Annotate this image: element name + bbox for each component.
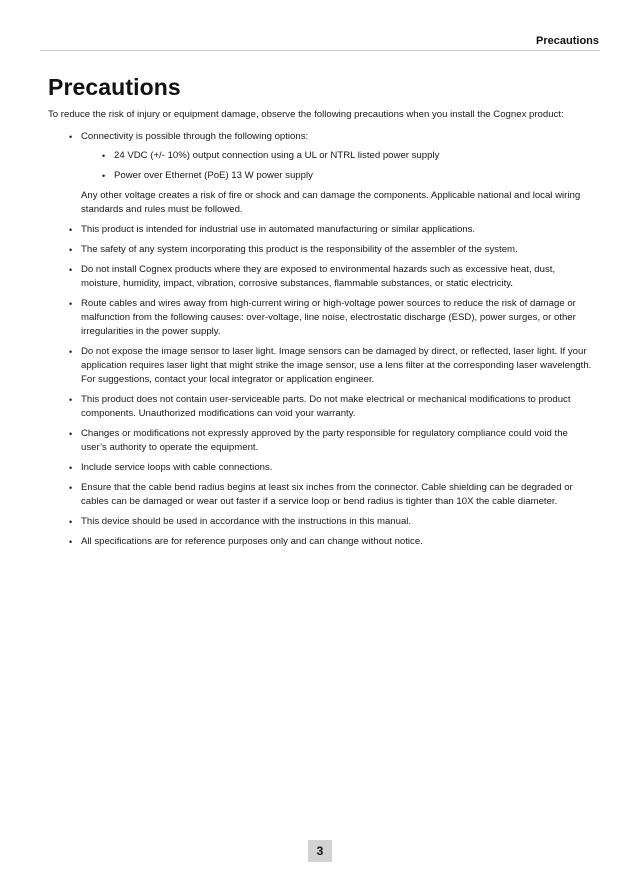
list-item bbox=[48, 393, 593, 421]
bullet-icon: • bbox=[69, 463, 73, 473]
list-item bbox=[48, 427, 593, 455]
bullet-icon: • bbox=[102, 151, 106, 161]
list-item-text: The safety of any system incorporating this product is the responsibility of the assembler of the system. bbox=[81, 244, 518, 255]
precautions-list bbox=[48, 130, 593, 549]
running-header-title: Precautions bbox=[536, 35, 599, 47]
page-title: Precautions bbox=[48, 74, 181, 100]
list-item bbox=[48, 297, 593, 339]
list-item bbox=[48, 130, 593, 217]
list-item bbox=[81, 149, 593, 163]
bullet-icon: • bbox=[69, 537, 73, 547]
bullet-icon: • bbox=[69, 132, 73, 142]
page-content bbox=[48, 108, 593, 555]
list-item bbox=[48, 243, 593, 257]
page-number: 3 bbox=[308, 840, 332, 862]
bullet-icon: • bbox=[69, 483, 73, 493]
header-divider bbox=[40, 50, 600, 51]
list-item bbox=[48, 345, 593, 387]
list-item-text: Connectivity is possible through the following options: bbox=[81, 131, 309, 142]
bullet-icon: • bbox=[69, 265, 73, 275]
bullet-icon: • bbox=[69, 299, 73, 309]
intro-paragraph: To reduce the risk of injury or equipment damage, observe the following precautions when you install the Cognex product: bbox=[48, 109, 564, 120]
bullet-icon: • bbox=[69, 517, 73, 527]
list-item-text: Do not expose the image sensor to laser light. Image sensors can be damaged by direct, or reflected, laser light. If your application requires laser light that might strike the image sensor, use a lens filter at the corresponding laser wavelength. For suggestions, contact your local integrator or application engineer. bbox=[81, 346, 592, 385]
list-item-text: This product is intended for industrial use in automated manufacturing or similar applications. bbox=[81, 224, 476, 235]
list-item-text: Do not install Cognex products where they are exposed to environmental hazards such as excessive heat, dust, moisture, humidity, impact, vibration, corrosive substances, flammable substances, or static electricity. bbox=[81, 264, 556, 289]
bullet-icon: • bbox=[102, 171, 106, 181]
list-item-text: This product does not contain user-serviceable parts. Do not make electrical or mechanical modifications to product components. Unauthorized modifications can void your warranty. bbox=[81, 394, 571, 419]
connectivity-options-list bbox=[81, 149, 593, 183]
list-item-text: Route cables and wires away from high-current wiring or high-voltage power sources to reduce the risk of damage or malfunction from the following causes: over-voltage, line noise, electrostatic discharge (ESD), power surges, or other irregularities in the power supply. bbox=[81, 298, 576, 337]
list-item-text: Include service loops with cable connections. bbox=[81, 462, 273, 473]
bullet-icon: • bbox=[69, 429, 73, 439]
list-item bbox=[81, 169, 593, 183]
bullet-icon: • bbox=[69, 225, 73, 235]
list-item-text: 24 VDC (+/- 10%) output connection using a UL or NTRL listed power supply bbox=[114, 150, 440, 161]
list-item bbox=[48, 515, 593, 529]
list-item-text: All specifications are for reference purposes only and can change without notice. bbox=[81, 536, 423, 547]
list-item bbox=[48, 461, 593, 475]
list-item bbox=[48, 223, 593, 237]
bullet-icon: • bbox=[69, 245, 73, 255]
list-item bbox=[48, 263, 593, 291]
bullet-icon: • bbox=[69, 347, 73, 357]
list-item-text: Power over Ethernet (PoE) 13 W power supply bbox=[114, 170, 313, 181]
list-item bbox=[48, 481, 593, 509]
list-item bbox=[48, 535, 593, 549]
list-item-text: Ensure that the cable bend radius begins at least six inches from the connector. Cable shielding can be degraded or cables can be damaged or wear out faster if a service loop or bend radius is tighter than 10X the cable diameter. bbox=[81, 482, 573, 507]
list-item-text: This device should be used in accordance with the instructions in this manual. bbox=[81, 516, 412, 527]
voltage-note: Any other voltage creates a risk of fire or shock and can damage the components. Applicable national and local wiring standards and rules must be followed. bbox=[81, 190, 581, 215]
bullet-icon: • bbox=[69, 395, 73, 405]
list-item-text: Changes or modifications not expressly approved by the party responsible for regulatory compliance could void the user’s authority to operate the equipment. bbox=[81, 428, 568, 453]
